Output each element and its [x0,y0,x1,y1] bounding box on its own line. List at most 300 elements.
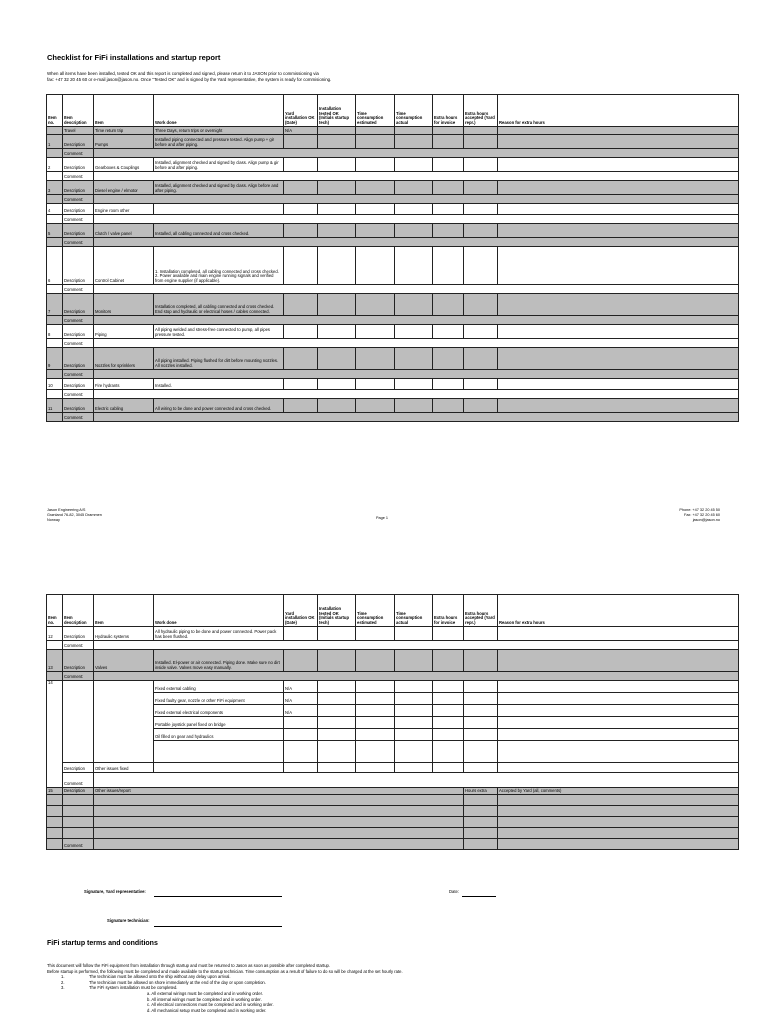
cell[interactable] [464,127,498,135]
input-cell[interactable] [395,693,433,705]
input-cell[interactable] [318,763,356,773]
input-cell[interactable] [433,693,464,705]
input-cell[interactable] [318,729,356,741]
input-cell[interactable] [498,348,739,370]
input-cell[interactable] [464,247,498,285]
input-cell[interactable] [318,681,356,693]
input-cell[interactable] [498,379,739,390]
input-cell[interactable] [318,399,356,413]
header-tested-ok: Installation tested OK (Initials startup tech) [318,595,356,627]
item-name: Diesel engine / elmotor [94,181,154,195]
input-cell[interactable] [464,729,498,741]
terms-list-number: 2. [61,979,65,985]
input-cell[interactable] [433,650,464,672]
checklist-table-2 [46,594,739,850]
input-cell[interactable] [464,741,498,763]
input-cell[interactable] [154,741,284,763]
comment-input[interactable] [94,316,739,325]
report-row [47,806,739,817]
signature-tech-label: Signature technician: [107,918,150,923]
comment-no-cell [47,215,63,224]
item-name: Piping [94,325,154,339]
input-cell[interactable] [356,348,395,370]
comment-label: Comment: [63,316,94,325]
input-cell[interactable] [395,181,433,195]
table-row [47,158,739,172]
input-cell[interactable] [464,763,498,773]
header-reason: Reason for extra hours [498,95,739,127]
blank-desc-cell [63,828,94,839]
hours-extra-input[interactable] [464,817,498,828]
item-name: Fire hydrants [94,379,154,390]
input-cell[interactable] [356,204,395,215]
comment-no-cell [47,195,63,204]
table-row [47,627,739,641]
input-cell[interactable] [498,717,739,729]
blank-no-cell [47,817,63,828]
input-cell[interactable] [356,717,395,729]
comment-input[interactable] [94,238,739,247]
input-cell[interactable] [498,729,739,741]
yard-ok-cell[interactable] [284,717,318,729]
input-cell[interactable] [356,181,395,195]
input-cell[interactable] [395,325,433,339]
accepted-input[interactable] [498,839,739,850]
item-number: 4 [47,204,63,215]
input-cell[interactable] [433,729,464,741]
input-cell[interactable] [356,729,395,741]
input-cell[interactable] [464,399,498,413]
report-input[interactable] [94,806,464,817]
item-description-label: Description [63,158,94,172]
item-work-done: Fixed external cabling [154,681,284,693]
comment-label: Comment: [63,238,94,247]
input-cell[interactable] [395,741,433,763]
input-cell[interactable] [498,399,739,413]
blank-no-cell [47,839,63,850]
table-row [47,294,739,316]
item-number: 15 [47,788,63,795]
intro-text [47,71,607,83]
input-cell[interactable] [356,627,395,641]
input-cell[interactable] [498,135,739,149]
comment-input[interactable] [94,413,739,422]
input-cell[interactable] [498,650,739,672]
input-cell[interactable] [356,224,395,238]
input-cell[interactable] [433,763,464,773]
item-work-done: Installed, all cabling connected and cross checked. [154,224,284,238]
input-cell[interactable] [318,348,356,370]
input-cell[interactable] [356,379,395,390]
input-cell[interactable] [284,204,318,215]
input-cell[interactable] [318,717,356,729]
item-number: 12 [47,627,63,641]
terms-list-number: 1. [61,974,65,980]
item-description-label: Description [63,627,94,641]
accepted-input[interactable] [498,828,739,839]
input-cell[interactable] [318,325,356,339]
input-cell[interactable] [356,763,395,773]
report-row [47,828,739,839]
comment-input[interactable] [94,390,739,399]
blank-no-cell [47,795,63,806]
comment-input[interactable] [94,339,739,348]
terms-sub-item: a. All external wirings must be completed and in working order. [147,990,263,996]
comment-input[interactable] [94,285,739,294]
input-cell[interactable] [464,181,498,195]
yard-ok-cell: N/A [284,681,318,693]
comment-input[interactable] [94,641,739,650]
comment-input[interactable] [94,195,739,204]
comment-row [47,641,739,650]
input-cell[interactable] [284,158,318,172]
footer-fax: Fax: +47 32 20 45 60 [684,513,720,517]
comment-row [47,672,739,681]
comment-label: Comment: [63,773,94,788]
table-row [47,135,739,149]
input-cell[interactable] [433,294,464,316]
terms-sub-item: d. All mechanical setup must be completed and in working order. [147,1007,267,1013]
input-cell[interactable] [395,135,433,149]
input-cell[interactable] [356,693,395,705]
comment-row [47,238,739,247]
input-cell[interactable] [395,399,433,413]
input-cell[interactable] [433,379,464,390]
header-item: Item [94,595,154,627]
item-description-label: Description [63,379,94,390]
input-cell[interactable] [395,763,433,773]
input-cell[interactable] [356,650,395,672]
item-work-done: All wiring to be done and power connected and cross checked. [154,399,284,413]
input-cell[interactable] [356,681,395,693]
input-cell[interactable] [318,627,356,641]
input-cell[interactable] [498,627,739,641]
item-number: 5 [47,224,63,238]
input-cell[interactable] [356,325,395,339]
input-cell[interactable] [284,294,318,316]
input-cell[interactable] [433,627,464,641]
comment-no-cell [47,370,63,379]
cell[interactable] [395,127,433,135]
item-work-done: Installation completed, all cabling connected and cross checked. End stop and hydraulic or electrical hoses / cables connected. [154,294,284,316]
item-description-label: Description [63,224,94,238]
input-cell[interactable] [284,741,318,763]
item-name: Valves [94,650,154,672]
comment-label: Comment: [63,641,94,650]
input-cell[interactable] [464,693,498,705]
travel-desc: Travel [63,127,94,135]
input-cell[interactable] [395,158,433,172]
comment-row [47,215,739,224]
comment-input[interactable] [94,215,739,224]
input-cell[interactable] [395,224,433,238]
item-name: Other issues fixed [94,763,154,773]
blank-desc-cell [63,795,94,806]
input-cell[interactable] [433,247,464,285]
input-cell[interactable] [433,399,464,413]
input-cell[interactable] [318,741,356,763]
blank-no-cell [47,806,63,817]
input-cell[interactable] [318,379,356,390]
comment-label: Comment: [63,370,94,379]
header-extra-invoice: Extra hours for invoice [433,95,464,127]
input-cell[interactable] [356,247,395,285]
header-extra-accepted: Extra hours accepted (Yard repr.) [464,595,498,627]
comment-row [47,773,739,788]
blank-desc-cell [63,806,94,817]
input-cell[interactable] [395,348,433,370]
item-description-cell [63,681,94,763]
item-name: Other issues/report [94,788,464,795]
header-item-description: Item description [63,595,94,627]
input-cell[interactable] [433,348,464,370]
input-cell[interactable] [284,763,318,773]
input-cell[interactable] [498,294,739,316]
accepted-input[interactable] [498,795,739,806]
input-cell[interactable] [433,681,464,693]
terms-list-text: The technician must be allowed on shore immediately at the end of the day or upon completion. [89,979,266,985]
input-cell[interactable] [464,650,498,672]
footer-company-country: Norway [47,518,60,522]
footer-contact [679,508,720,523]
footer-email: jason@jason.no [692,518,720,522]
comment-input[interactable] [94,370,739,379]
input-cell[interactable] [284,379,318,390]
table-row [47,247,739,285]
input-cell[interactable] [395,247,433,285]
comment-input[interactable] [94,172,739,181]
input-cell[interactable] [498,224,739,238]
input-cell[interactable] [464,204,498,215]
input-cell[interactable] [318,650,356,672]
item-number: 10 [47,379,63,390]
table-row [47,348,739,370]
input-cell[interactable] [433,204,464,215]
cell[interactable] [433,127,464,135]
input-cell[interactable] [356,135,395,149]
travel-item: Time return trip [94,127,154,135]
input-cell[interactable] [318,158,356,172]
input-cell[interactable] [395,650,433,672]
input-cell[interactable] [433,224,464,238]
report-input[interactable] [94,828,464,839]
input-cell[interactable] [284,399,318,413]
comment-input[interactable] [94,773,739,788]
header-tested-ok: Installation tested OK (Initials startup tech) [318,95,356,127]
input-cell[interactable] [395,705,433,717]
input-cell[interactable] [395,717,433,729]
input-cell[interactable] [284,224,318,238]
input-cell[interactable] [464,627,498,641]
item-work-done: All piping welded and stress-free connected to pump, all pipes pressure tested. [154,325,284,339]
item-description-label: Description [63,204,94,215]
item-description-label: Description [63,294,94,316]
input-cell[interactable] [433,741,464,763]
input-cell[interactable] [284,181,318,195]
item-name: Monitors [94,294,154,316]
comment-label: Comment: [63,339,94,348]
report-input[interactable] [94,795,464,806]
date-line[interactable] [462,896,496,897]
input-cell[interactable] [154,763,284,773]
hours-extra-label: Hours extra [464,788,498,795]
input-cell[interactable] [356,294,395,316]
input-cell[interactable] [395,681,433,693]
input-cell[interactable] [395,627,433,641]
comment-row [47,195,739,204]
report-row [47,795,739,806]
input-cell[interactable] [318,294,356,316]
input-cell[interactable] [433,325,464,339]
cell[interactable] [318,127,356,135]
terms-list-text: The technician must be allowed onto the ship without any delay upon arrival. [89,974,231,980]
signature-tech-line[interactable] [154,926,282,927]
report-row [47,839,739,850]
input-cell[interactable] [498,158,739,172]
input-cell[interactable] [356,158,395,172]
input-cell[interactable] [464,348,498,370]
input-cell[interactable] [464,705,498,717]
accepted-by-yard-label: Accepted by Yard (all, comments) [498,788,739,795]
input-cell[interactable] [498,181,739,195]
accepted-input[interactable] [498,806,739,817]
header-item-no: Item no. [47,95,63,127]
item-number: 7 [47,294,63,316]
item-description-label: Description [63,247,94,285]
input-cell[interactable] [356,399,395,413]
input-cell[interactable] [356,741,395,763]
input-cell[interactable] [464,224,498,238]
accepted-input[interactable] [498,817,739,828]
input-cell[interactable] [433,181,464,195]
input-cell[interactable] [284,627,318,641]
header-time-estimated: Time consumption estimated [356,95,395,127]
travel-yard[interactable]: N/A [284,127,318,135]
travel-row [47,127,739,135]
header-work-done: Work done [154,595,284,627]
yard-ok-cell[interactable] [284,729,318,741]
item-work-done: Portable joystick panel fixed on bridge [154,717,284,729]
table-row [47,379,739,390]
input-cell[interactable] [433,135,464,149]
item-name: Gearboxes & Couplings [94,158,154,172]
signature-yard-line[interactable] [154,896,282,897]
item-description-label: Description [63,399,94,413]
input-cell[interactable] [318,135,356,149]
item-name: Hydraulic systems [94,627,154,641]
input-cell[interactable] [433,717,464,729]
input-cell[interactable] [395,729,433,741]
terms-sub-item: b. All internal wirings must be completed and in working order. [147,996,262,1002]
item-work-done: Installed piping connected and pressure tested. Align pump + gir before and after piping. [154,135,284,149]
header-yard-ok: Yard installation OK (Date) [284,95,318,127]
input-cell[interactable] [318,247,356,285]
item-name-cell [94,681,154,763]
item-description-label: Description [63,325,94,339]
input-cell[interactable] [498,681,739,693]
travel-no[interactable] [47,127,63,135]
input-cell[interactable] [284,135,318,149]
signature-yard-label: Signature, Yard representative: [84,889,146,894]
input-cell[interactable] [498,325,739,339]
input-cell[interactable] [284,325,318,339]
hours-extra-input[interactable] [464,828,498,839]
input-cell[interactable] [395,294,433,316]
hours-extra-input[interactable] [464,839,498,850]
input-cell[interactable] [318,181,356,195]
input-cell[interactable] [498,693,739,705]
input-cell[interactable] [464,135,498,149]
item-work-done: 1. Installation completed, all cabling connected and cross checked. 2. Power available and main engine running signals and verified from engine supplier (if applicable). [154,247,284,285]
input-cell[interactable] [464,681,498,693]
table-row [47,224,739,238]
input-cell[interactable] [318,693,356,705]
cell[interactable] [498,127,739,135]
input-cell[interactable] [395,379,433,390]
report-input[interactable] [94,839,464,850]
table-row [47,681,739,693]
terms-body [47,963,687,1013]
comment-input[interactable] [94,149,739,158]
input-cell[interactable] [284,247,318,285]
input-cell[interactable] [498,204,739,215]
terms-paragraph-2: Before startup is performed, the following must be completed and made available to the startup technician. Time consumption as a result of failure to do so will be charged at the set hourly rate. [47,968,403,974]
comment-no-cell [47,390,63,399]
input-cell[interactable] [464,379,498,390]
input-cell[interactable] [464,717,498,729]
comment-label: Comment: [63,672,94,681]
comment-row [47,316,739,325]
item-name: Pumps [94,135,154,149]
input-cell[interactable] [284,650,318,672]
header-item-description: Item description [63,95,94,127]
input-cell[interactable] [284,348,318,370]
comment-label: Comment: [63,839,94,850]
comment-label: Comment: [63,172,94,181]
hours-extra-input[interactable] [464,795,498,806]
item-description-label: Description [63,763,94,773]
comment-row [47,172,739,181]
input-cell[interactable] [356,705,395,717]
terms-list-text: The FiFi system installation must be completed. [89,985,178,991]
input-cell[interactable] [395,204,433,215]
footer-company-address: Grønland 76-82, 3045 Drammen [47,513,102,517]
input-cell[interactable] [498,763,739,773]
comment-input[interactable] [94,672,739,681]
cell[interactable] [356,127,395,135]
header-extra-invoice: Extra hours for invoice [433,595,464,627]
input-cell[interactable] [433,158,464,172]
input-cell[interactable] [498,705,739,717]
input-cell[interactable] [318,224,356,238]
input-cell[interactable] [433,705,464,717]
report-input[interactable] [94,817,464,828]
comment-no-cell [47,641,63,650]
input-cell[interactable] [464,158,498,172]
item-name: Clutch / valve panel [94,224,154,238]
input-cell[interactable] [498,247,739,285]
input-cell[interactable] [464,294,498,316]
item-name: Engine room other [94,204,154,215]
hours-extra-input[interactable] [464,806,498,817]
item-number: 8 [47,325,63,339]
input-cell[interactable] [464,325,498,339]
input-cell[interactable] [498,741,739,763]
comment-no-cell [47,316,63,325]
comment-no-cell [47,172,63,181]
input-cell[interactable] [318,705,356,717]
input-cell[interactable] [318,204,356,215]
